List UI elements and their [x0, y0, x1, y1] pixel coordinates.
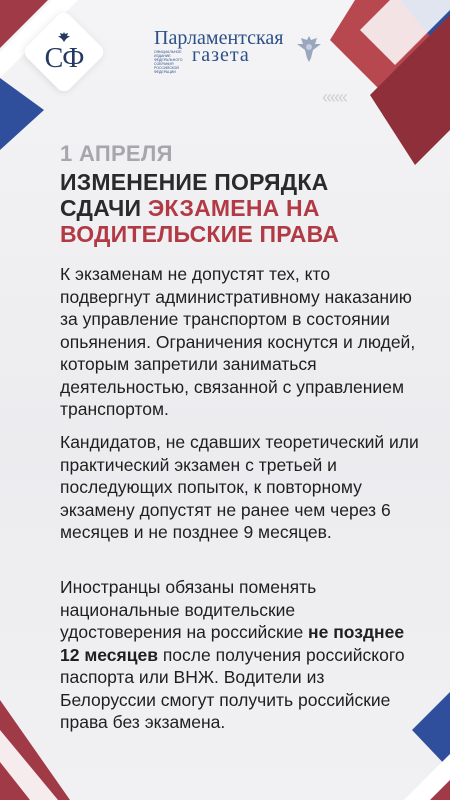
title-accent: ЭКЗАМЕНА НА ВОДИТЕЛЬСКИЕ ПРАВА	[60, 195, 340, 247]
sf-logo-letters: СФ	[44, 43, 84, 74]
pg-logo-line2: газета	[192, 44, 250, 66]
eagle-icon	[57, 31, 71, 43]
paragraph-1: К экзаменам не допустят тех, кто подвергнут административному наказанию за управление транспортом в состоянии опьянения. Ограничения коснутся и людей, которым запретили заниматься деятельностью, связанной с управлением транспортом.	[60, 264, 416, 419]
chevrons-decor: ‹‹‹‹‹‹	[322, 87, 346, 107]
page-title	[60, 169, 400, 247]
title-main: ИЗМЕНЕНИЕ ПОРЯДКА СДАЧИ	[60, 169, 329, 221]
paragraph-3-start: Иностранцы обязаны поменять национальные водительские удостоверения на российские	[60, 577, 317, 642]
paragraph-2: Кандидатов, не сдавших теоретический или практический экзамен с третьей и последующих попыток, к повторному экзамену допустят не ранее чем через 6 месяцев и не позднее 9 месяцев.	[60, 432, 419, 542]
paragraph-3-highlight: не позднее 12 месяцев	[60, 622, 405, 665]
sf-logo	[22, 10, 106, 94]
paragraph-3	[60, 576, 420, 734]
coat-of-arms-icon	[295, 34, 323, 64]
pg-logo-subtitle: ОФИЦИАЛЬНОЕ ИЗДАНИЕ ФЕДЕРАЛЬНОГО СОБРАНИЯ РОССИЙСКОЙ ФЕДЕРАЦИИ	[154, 50, 183, 74]
paragraph-3-end: после получения российского паспорта или ВНЖ. Водители из Белоруссии смогут получить российские права без экзамена.	[60, 644, 405, 732]
date-label: 1 АПРЕЛЯ	[60, 141, 173, 166]
parlamentskaya-gazeta-logo	[154, 27, 334, 74]
pg-logo-line1: Парламентская	[154, 27, 284, 49]
